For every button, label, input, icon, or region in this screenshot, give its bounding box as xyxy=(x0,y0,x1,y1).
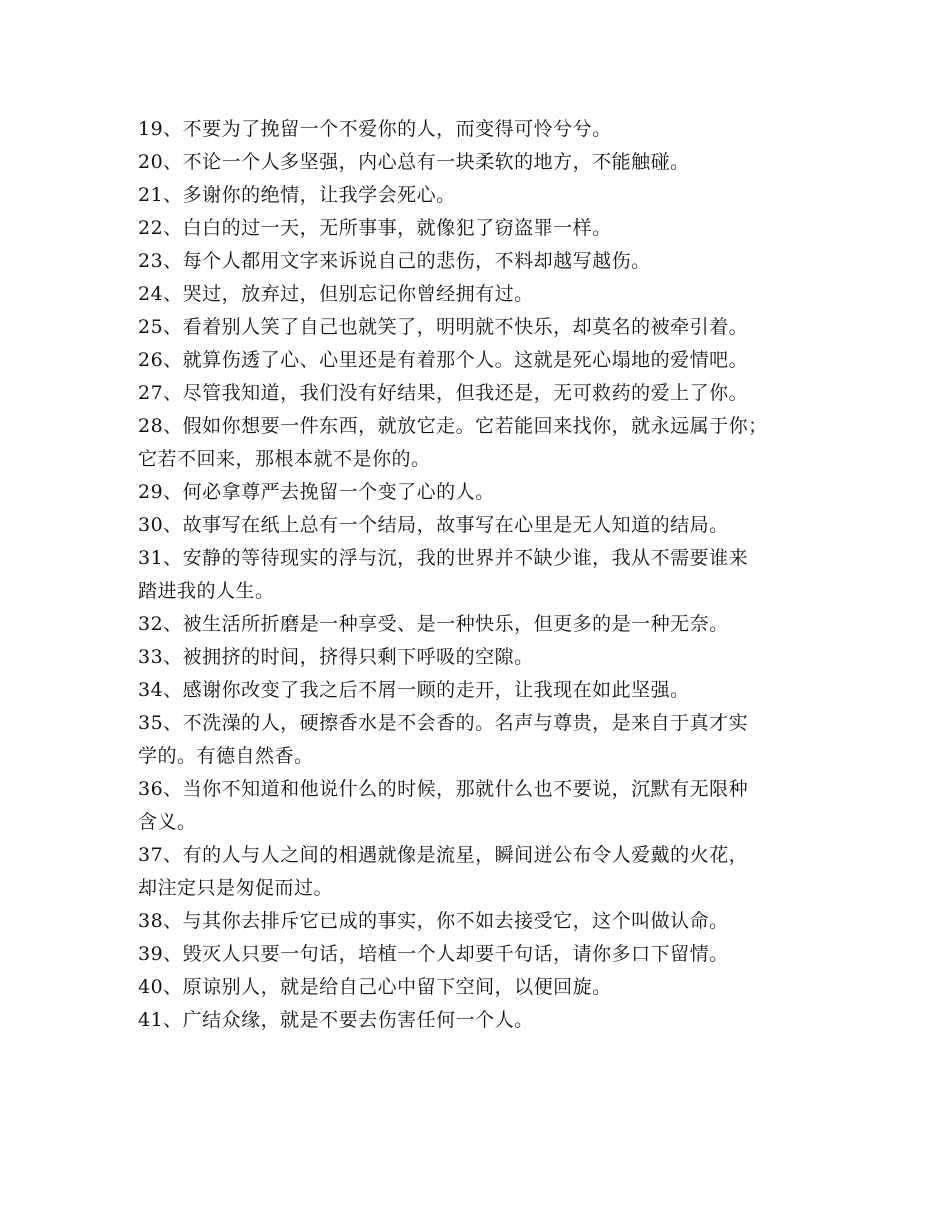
text-line: 29、何必拿尊严去挽留一个变了心的人。 xyxy=(138,481,495,503)
document-body xyxy=(138,113,828,1037)
text-line: 41、广结众缘，就是不要去伤害任何一个人。 xyxy=(138,1009,534,1031)
text-line: 35、不洗澡的人，硬擦香水是不会香的。名声与尊贵，是来自于真才实 xyxy=(138,712,749,734)
text-line: 37、有的人与人之间的相遇就像是流星，瞬间迸公布令人爱戴的火花， xyxy=(138,844,749,866)
text-line: 40、原谅别人，就是给自己心中留下空间，以便回旋。 xyxy=(138,976,612,998)
text-line: 34、感谢你改变了我之后不屑一顾的走开，让我现在如此坚强。 xyxy=(138,679,690,701)
text-line: 20、不论一个人多坚强，内心总有一块柔软的地方，不能触碰。 xyxy=(138,151,690,173)
text-line: 它若不回来，那根本就不是你的。 xyxy=(138,448,431,470)
text-line: 28、假如你想要一件东西，就放它走。它若能回来找你，就永远属于你； xyxy=(138,415,768,437)
text-line: 含义。 xyxy=(138,811,197,833)
text-line: 27、尽管我知道，我们没有好结果，但我还是，无可救药的爱上了你。 xyxy=(138,382,749,404)
text-line: 31、安静的等待现实的浮与沉，我的世界并不缺少谁，我从不需要谁来 xyxy=(138,547,749,569)
text-line: 26、就算伤透了心、心里还是有着那个人。这就是死心塌地的爱情吧。 xyxy=(138,349,749,371)
text-line: 21、多谢你的绝情，让我学会死心。 xyxy=(138,184,456,206)
text-line: 却注定只是匆促而过。 xyxy=(138,877,334,899)
text-line: 22、白白的过一天，无所事事，就像犯了窃盗罪一样。 xyxy=(138,217,612,239)
text-line: 学的。有德自然香。 xyxy=(138,745,314,767)
text-line: 32、被生活所折磨是一种享受、是一种快乐，但更多的是一种无奈。 xyxy=(138,613,729,635)
text-line: 23、每个人都用文字来诉说自己的悲伤，不料却越写越伤。 xyxy=(138,250,651,272)
text-line: 25、看着别人笑了自己也就笑了，明明就不快乐，却莫名的被牵引着。 xyxy=(138,316,749,338)
text-line: 36、当你不知道和他说什么的时候，那就什么也不要说，沉默有无限种 xyxy=(138,778,749,800)
text-line: 33、被拥挤的时间，挤得只剩下呼吸的空隙。 xyxy=(138,646,534,668)
text-line: 19、不要为了挽留一个不爱你的人，而变得可怜兮兮。 xyxy=(138,118,612,140)
text-line: 30、故事写在纸上总有一个结局，故事写在心里是无人知道的结局。 xyxy=(138,514,729,536)
text-line: 38、与其你去排斥它已成的事实，你不如去接受它，这个叫做认命。 xyxy=(138,910,729,932)
text-line: 39、毁灭人只要一句话，培植一个人却要千句话，请你多口下留情。 xyxy=(138,943,729,965)
text-line: 踏进我的人生。 xyxy=(138,580,275,602)
text-line: 24、哭过，放弃过，但别忘记你曾经拥有过。 xyxy=(138,283,534,305)
